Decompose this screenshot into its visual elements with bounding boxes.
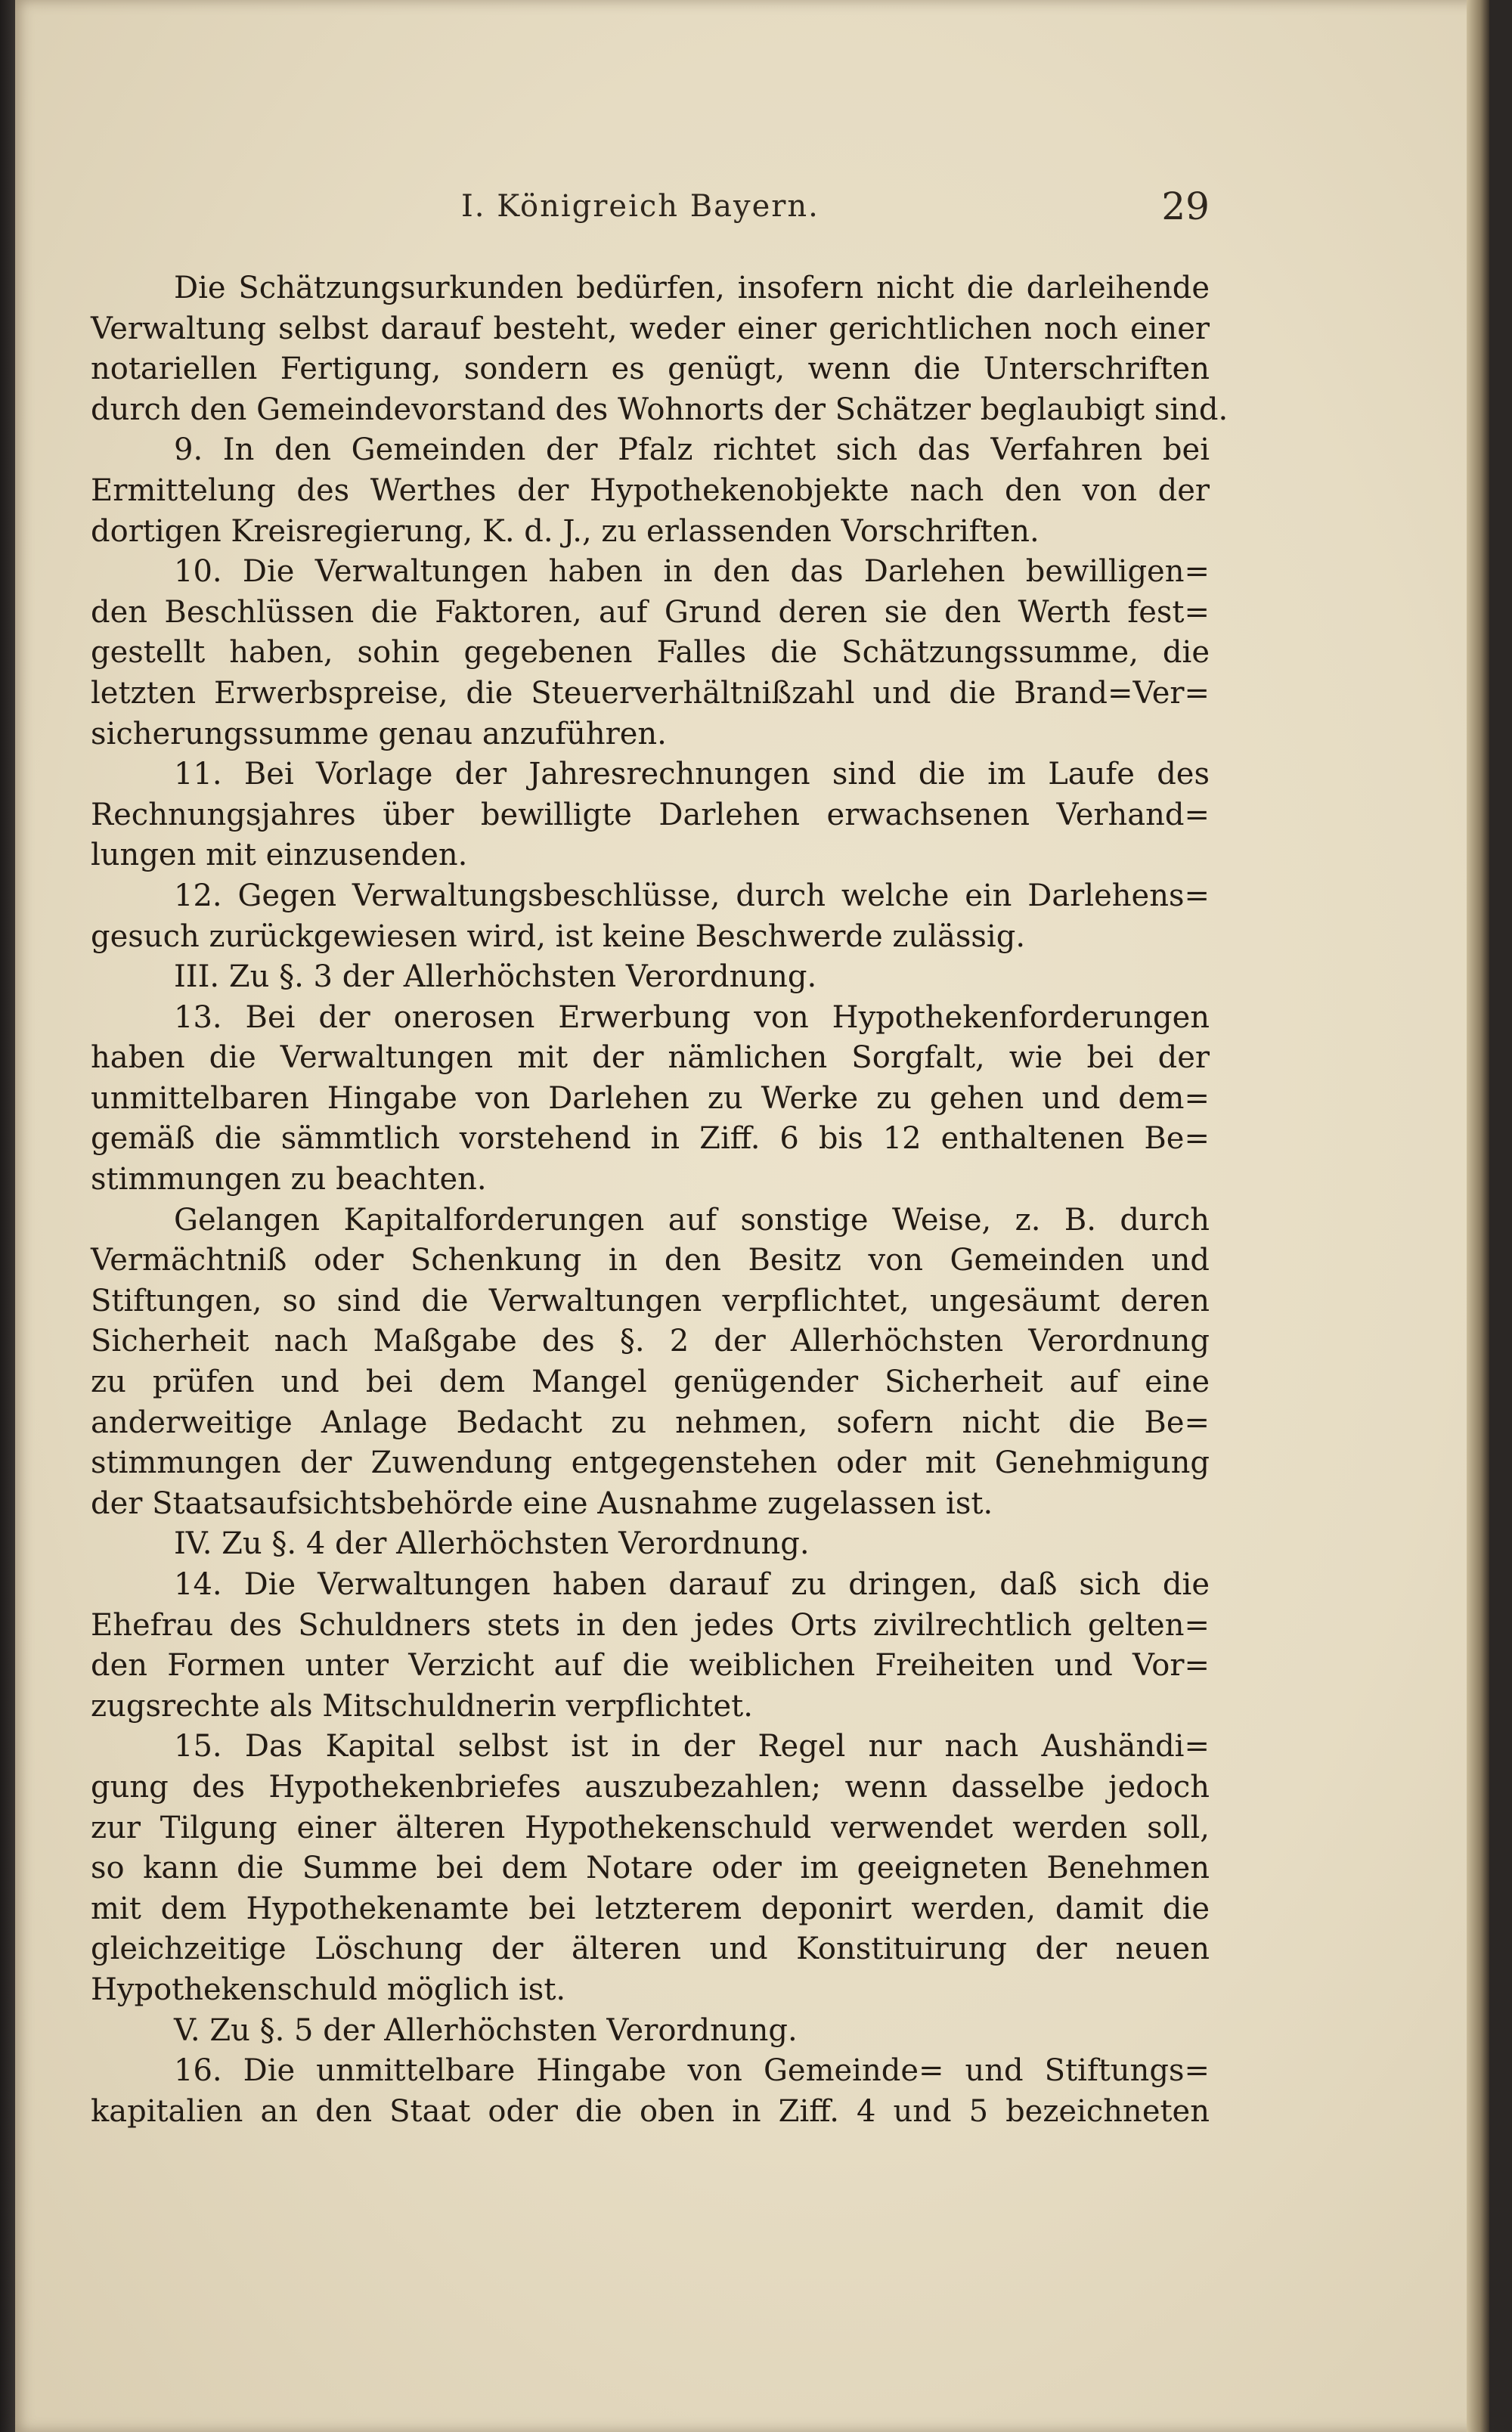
text-line: der Staatsaufsichtsbehörde eine Ausnahme zugelassen ist. — [91, 1486, 993, 1521]
text-line: gleichzeitige Löschung der älteren und Konstituirung der neuen — [91, 1932, 1210, 1967]
text-line: 9. In den Gemeinden der Pfalz richtet sich das Verfahren bei — [174, 432, 1210, 468]
body-text — [91, 268, 1228, 2132]
text-line: kapitalien an den Staat oder die oben in Ziff. 4 und 5 bezeichneten — [91, 2093, 1210, 2129]
text-line: Ehefrau des Schuldners stets in den jedes Orts zivilrechtlich gelten= — [91, 1607, 1210, 1643]
text-line: den Formen unter Verzicht auf die weiblichen Freiheiten und Vor= — [91, 1648, 1210, 1684]
text-line: letzten Erwerbspreise, die Steuerverhältnißzahl und die Brand=Ver= — [91, 675, 1210, 711]
text-line: anderweitige Anlage Bedacht zu nehmen, sofern nicht die Be= — [91, 1405, 1210, 1440]
text-line: stimmungen zu beachten. — [91, 1162, 487, 1197]
text-line: 12. Gegen Verwaltungsbeschlüsse, durch welche ein Darlehens= — [174, 878, 1210, 913]
text-line: gemäß die sämmtlich vorstehend in Ziff. 6 bis 12 enthaltenen Be= — [91, 1121, 1210, 1157]
text-line: Ermittelung des Werthes der Hypothekenobjekte nach den von der — [91, 472, 1210, 508]
text-line: mit dem Hypothekenamte bei letzterem deponirt werden, damit die — [91, 1891, 1210, 1926]
running-head-title: I. Königreich Bayern. — [461, 189, 820, 224]
text-line: V. Zu §. 5 der Allerhöchsten Verordnung. — [174, 2012, 798, 2048]
text-line: Hypothekenschuld möglich ist. — [91, 1972, 566, 2007]
text-line: 15. Das Kapital selbst ist in der Regel nur nach Aushändi= — [174, 1729, 1210, 1764]
page-edge — [1467, 0, 1489, 2432]
text-line: Vermächtniß oder Schenkung in den Besitz von Gemeinden und — [91, 1243, 1210, 1278]
book-page — [15, 0, 1489, 2432]
text-line: zugsrechte als Mitschuldnerin verpflichtet. — [91, 1688, 753, 1724]
text-line: 13. Bei der onerosen Erwerbung von Hypothekenforderungen — [174, 999, 1210, 1035]
text-line: Sicherheit nach Maßgabe des §. 2 der Allerhöchsten Verordnung — [91, 1324, 1210, 1359]
text-line: Gelangen Kapitalforderungen auf sonstige Weise, z. B. durch — [174, 1202, 1210, 1238]
text-line: 16. Die unmittelbare Hingabe von Gemeinde= und Stiftungs= — [174, 2053, 1210, 2089]
text-line: 10. Die Verwaltungen haben in den das Darlehen bewilligen= — [174, 554, 1210, 590]
text-line: IV. Zu §. 4 der Allerhöchsten Verordnung. — [174, 1526, 810, 1562]
running-head — [91, 181, 1210, 234]
text-line: Stiftungen, so sind die Verwaltungen verpflichtet, ungesäumt deren — [91, 1283, 1210, 1318]
text-line: lungen mit einzusenden. — [91, 838, 468, 873]
text-line: sicherungssumme genau anzuführen. — [91, 716, 667, 751]
text-line: Rechnungsjahres über bewilligte Darlehen erwachsenen Verhand= — [91, 797, 1210, 832]
text-line: Die Schätzungsurkunden bedürfen, insofern nicht die darleihende — [174, 271, 1210, 305]
text-line: den Beschlüssen die Faktoren, auf Grund deren sie den Werth fest= — [91, 594, 1210, 630]
text-line: 14. Die Verwaltungen haben darauf zu dringen, daß sich die — [174, 1567, 1210, 1602]
text-line: dortigen Kreisregierung, K. d. J., zu erlassenden Vorschriften. — [91, 513, 1040, 549]
text-line: so kann die Summe bei dem Notare oder im geeigneten Benehmen — [91, 1851, 1210, 1886]
text-line: haben die Verwaltungen mit der nämlichen Sorgfalt, wie bei der — [91, 1040, 1210, 1076]
text-line: zu prüfen und bei dem Mangel genügender Sicherheit auf eine — [91, 1365, 1210, 1400]
text-line: 11. Bei Vorlage der Jahresrechnungen sind die im Laufe des — [174, 757, 1210, 792]
text-line: III. Zu §. 3 der Allerhöchsten Verordnung. — [174, 959, 817, 995]
text-line: durch den Gemeindevorstand des Wohnorts der Schätzer beglaubigt sind. — [91, 392, 1228, 427]
text-line: gestellt haben, sohin gegebenen Falles die Schätzungssumme, die — [91, 635, 1210, 671]
page-number: 29 — [1161, 184, 1210, 228]
text-line: gesuch zurückgewiesen wird, ist keine Beschwerde zulässig. — [91, 919, 1026, 954]
text-line: notariellen Fertigung, sondern es genügt, wenn die Unterschriften — [91, 352, 1210, 387]
text-line: zur Tilgung einer älteren Hypothekenschuld verwendet werden soll, — [91, 1810, 1210, 1845]
text-line: stimmungen der Zuwendung entgegenstehen oder mit Genehmigung — [91, 1445, 1210, 1481]
text-line: Verwaltung selbst darauf besteht, weder einer gerichtlichen noch einer — [91, 311, 1210, 346]
text-line: unmittelbaren Hingabe von Darlehen zu Werke zu gehen und dem= — [91, 1080, 1210, 1116]
text-line: gung des Hypothekenbriefes auszubezahlen; wenn dasselbe jedoch — [91, 1769, 1210, 1805]
